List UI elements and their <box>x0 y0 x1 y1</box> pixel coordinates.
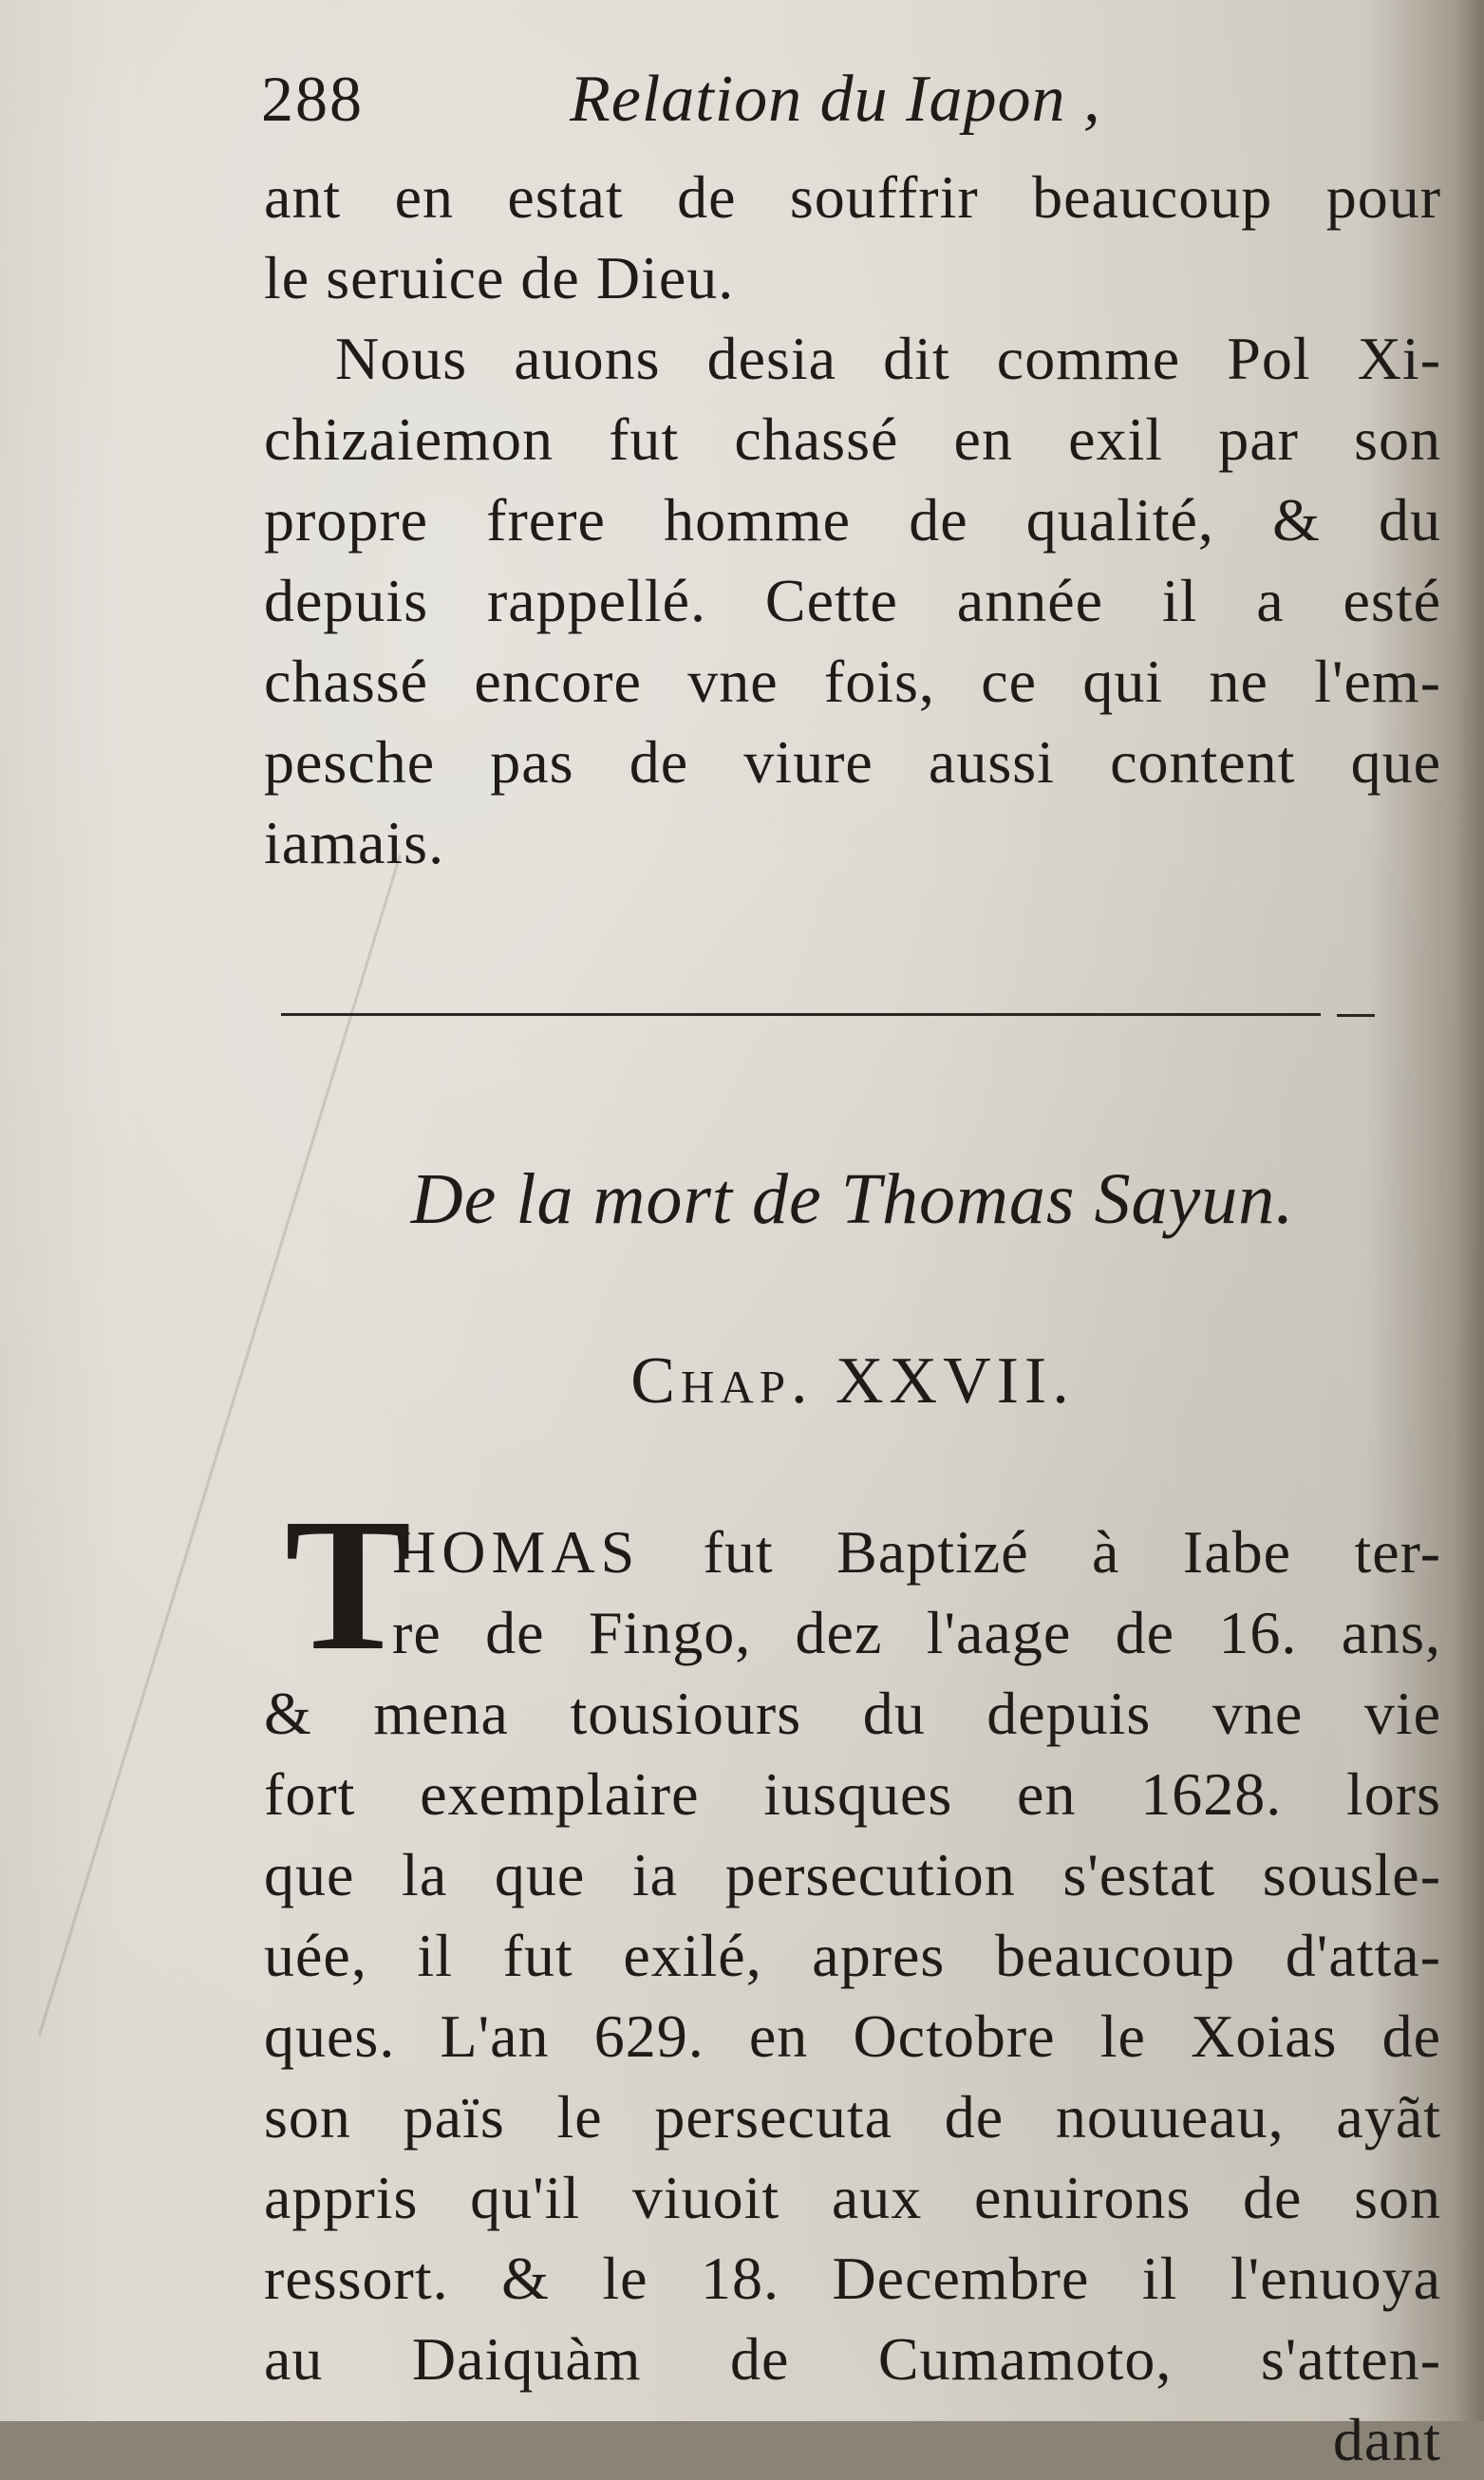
running-title: Relation du Iapon , <box>570 63 1101 136</box>
text-line: pesche pas de viure aussi content que <box>264 728 1441 796</box>
catchword: dant <box>1332 2406 1441 2473</box>
paragraph-continued <box>264 157 1441 318</box>
text-line: uée, il fut exilé, apres beaucoup d'atta- <box>264 1922 1441 1989</box>
text-line: appris qu'il viuoit aux enuirons de son <box>264 2164 1441 2231</box>
first-line-rest: fut Baptizé à Iabe ter- <box>703 1518 1442 1586</box>
text-line: Nous auons desia dit comme Pol Xi- <box>335 325 1441 392</box>
drop-cap: T <box>285 1480 412 1690</box>
paragraph-thomas-sayun <box>264 1480 1442 2480</box>
text-line: son païs le persecuta de nouueau, ayãt <box>264 2083 1441 2151</box>
section-divider-end <box>1337 1014 1375 1017</box>
text-line: ressort. & le 18. Decembre il l'enuoya <box>264 2245 1441 2312</box>
text-line: fort exemplaire iusques en 1628. lors <box>264 1760 1441 1828</box>
paragraph-pol-xichizaiemon <box>264 318 1441 883</box>
text-line: au Daiquàm de Cumamoto, s'atten- <box>264 2325 1441 2393</box>
page-header <box>261 62 1438 157</box>
text-line: propre frere homme de qualité, & du <box>264 486 1441 554</box>
text-line: le seruice de Dieu. <box>264 244 735 311</box>
chapter-title: De la mort de Thomas Sayun. <box>410 1159 1295 1239</box>
text-line: re de Fingo, dez l'aage de 16. ans, <box>392 1599 1441 1666</box>
text-line: ant en estat de souffrir beaucoup pour <box>264 163 1441 231</box>
text-line-first <box>392 1512 1441 1592</box>
section-divider <box>281 1013 1321 1016</box>
text-line: & mena tousiours du depuis vne vie <box>264 1680 1441 1747</box>
page-number: 288 <box>261 63 364 135</box>
text-line: que la que ia persecution s'estat sousle- <box>264 1841 1441 1908</box>
text-line: chizaiemon fut chassé en exil par son <box>264 405 1441 473</box>
text-line: iamais. <box>264 809 445 876</box>
chapter-number: Chap. XXVII. <box>630 1344 1075 1418</box>
text-line: chassé encore vne fois, ce qui ne l'em- <box>264 648 1441 715</box>
text-line: depuis rappellé. Cette année il a esté <box>264 567 1441 634</box>
first-word-smallcaps: HOMAS <box>392 1518 641 1586</box>
text-line: ques. L'an 629. en Octobre le Xoias de <box>264 2002 1441 2070</box>
